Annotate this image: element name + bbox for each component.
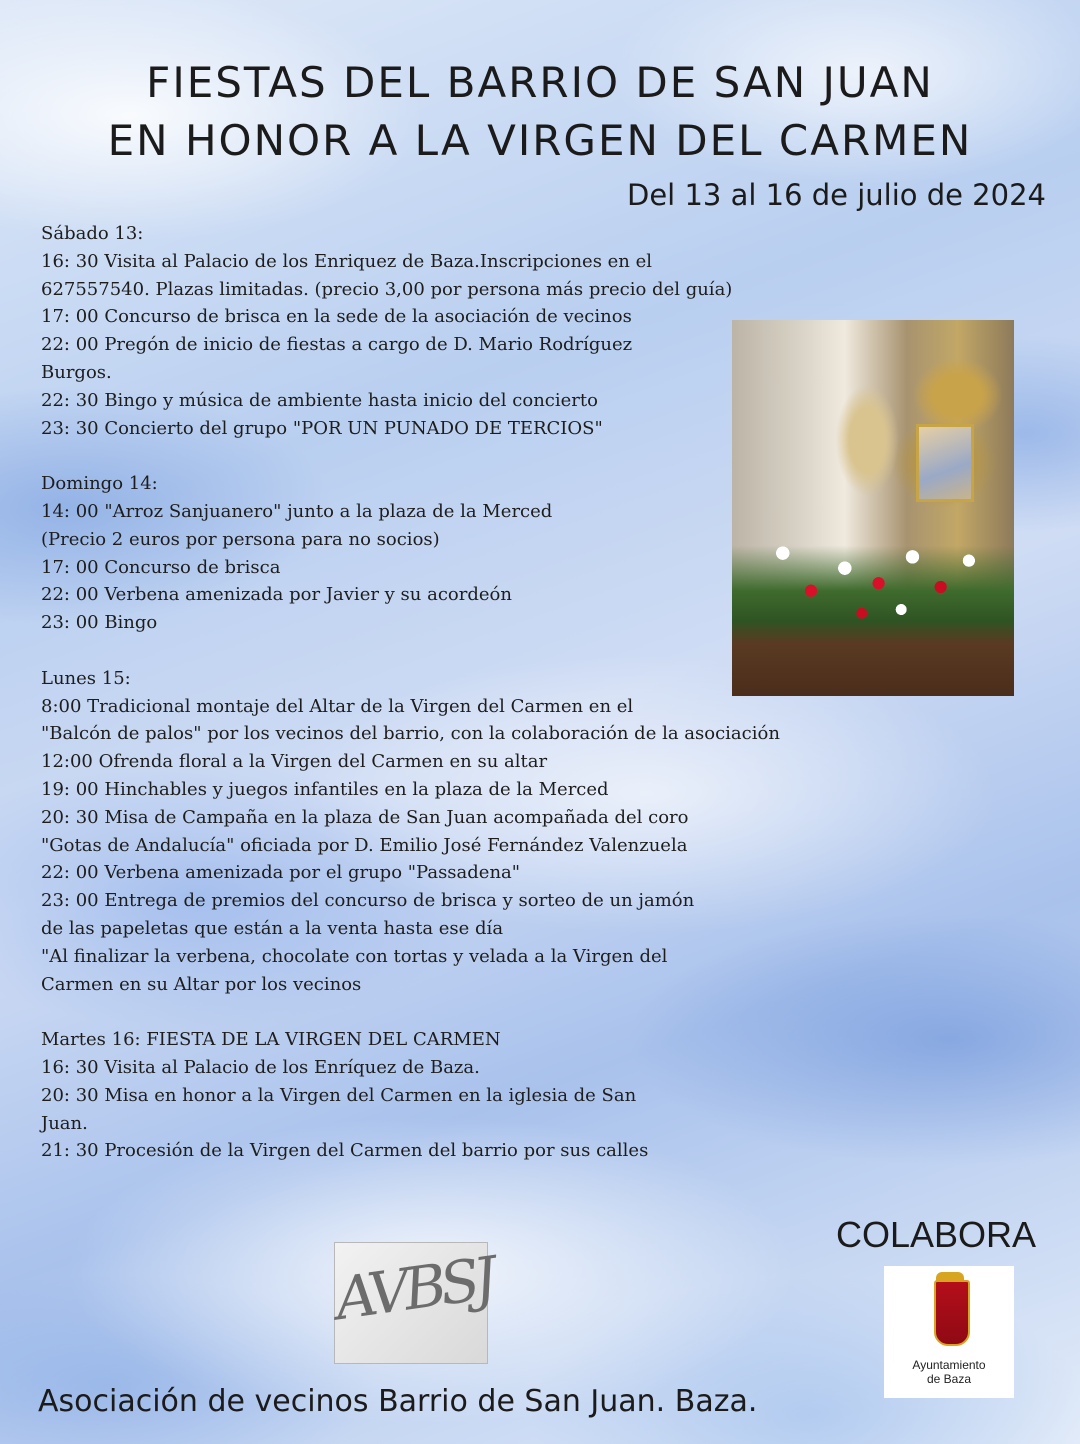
schedule-line: 12:00 Ofrenda floral a la Virgen del Carmen en su altar [41,751,548,773]
ayuntamiento-line-1: Ayuntamiento [912,1358,986,1372]
schedule-line: 22: 30 Bingo y música de ambiente hasta inicio del concierto [41,389,598,411]
schedule-line: "Al finalizar la verbena, chocolate con tortas y velada a la Virgen del [41,945,668,967]
schedule-line: (Precio 2 euros por persona para no socios) [41,528,440,550]
schedule-line: 20: 30 Misa de Campaña en la plaza de San Juan acompañada del coro [41,806,689,828]
schedule-line: 16: 30 Visita al Palacio de los Enriquez de Baza.Inscripciones en el [41,250,653,272]
colabora-label: COLABORA [836,1214,1037,1255]
schedule-line: 8:00 Tradicional montaje del Altar de la Virgen del Carmen en el [41,695,634,717]
poster-title-line-1: FIESTAS DEL BARRIO DE SAN JUAN [146,58,934,107]
ayuntamiento-baza-logo [884,1266,1014,1398]
schedule-line: Burgos. [41,361,112,383]
schedule-line: 23: 30 Concierto del grupo "POR UN PUNADO DE TERCIOS" [41,417,603,439]
schedule-line: 22: 00 Verbena amenizada por el grupo "Passadena" [41,862,521,884]
schedule-line: 23: 00 Entrega de premios del concurso de brisca y sorteo de un jamón [41,890,695,912]
day-heading: Martes 16: FIESTA DE LA VIRGEN DEL CARMEN [41,1029,501,1051]
virgin-altar-photo [732,320,1014,696]
altar-painting [916,424,974,502]
association-monogram: AVBSJ [331,1244,496,1334]
event-dates: Del 13 al 16 de julio de 2024 [627,178,1046,212]
schedule-line: de las papeletas que están a la venta hasta ese día [41,917,504,939]
association-footer: Asociación de vecinos Barrio de San Juan. Baza. [38,1384,758,1419]
association-logo [331,1242,496,1364]
day-heading: Domingo 14: [41,473,158,495]
schedule-line: 20: 30 Misa en honor a la Virgen del Carmen en la iglesia de San [41,1084,637,1106]
ayuntamiento-name [884,1358,1014,1386]
schedule-line: 17: 00 Concurso de brisca en la sede de la asociación de vecinos [41,306,632,328]
schedule-line: Juan. [41,1112,88,1134]
schedule-line: 627557540. Plazas limitadas. (precio 3,00 por persona más precio del guía) [41,278,733,300]
coat-of-arms-icon [934,1280,970,1346]
schedule-line: 21: 30 Procesión de la Virgen del Carmen del barrio por sus calles [41,1140,649,1162]
schedule-line: 22: 00 Verbena amenizada por Javier y su acordeón [41,584,512,606]
schedule-line: 23: 00 Bingo [41,612,158,634]
schedule-line: 22: 00 Pregón de inicio de fiestas a cargo de D. Mario Rodríguez [41,334,633,356]
day-heading: Lunes 15: [41,667,131,689]
schedule-line: "Gotas de Andalucía" oficiada por D. Emilio José Fernández Valenzuela [41,834,688,856]
schedule-line: 14: 00 "Arroz Sanjuanero" junto a la plaza de la Merced [41,500,553,522]
schedule-line: 17: 00 Concurso de brisca [41,556,281,578]
day-tuesday [41,1026,901,1165]
ayuntamiento-line-2: de Baza [926,1372,972,1386]
schedule-line: Carmen en su Altar por los vecinos [41,973,362,995]
poster-title-line-2: EN HONOR A LA VIRGEN DEL CARMEN [107,116,973,165]
day-monday [41,665,901,999]
day-heading: Sábado 13: [41,223,144,244]
schedule-line: 16: 30 Visita al Palacio de los Enríquez de Baza. [41,1056,480,1078]
schedule-line: 19: 00 Hinchables y juegos infantiles en la plaza de la Merced [41,778,609,800]
schedule-line: "Balcón de palos" por los vecinos del barrio, con la colaboración de la asociación [41,723,780,745]
